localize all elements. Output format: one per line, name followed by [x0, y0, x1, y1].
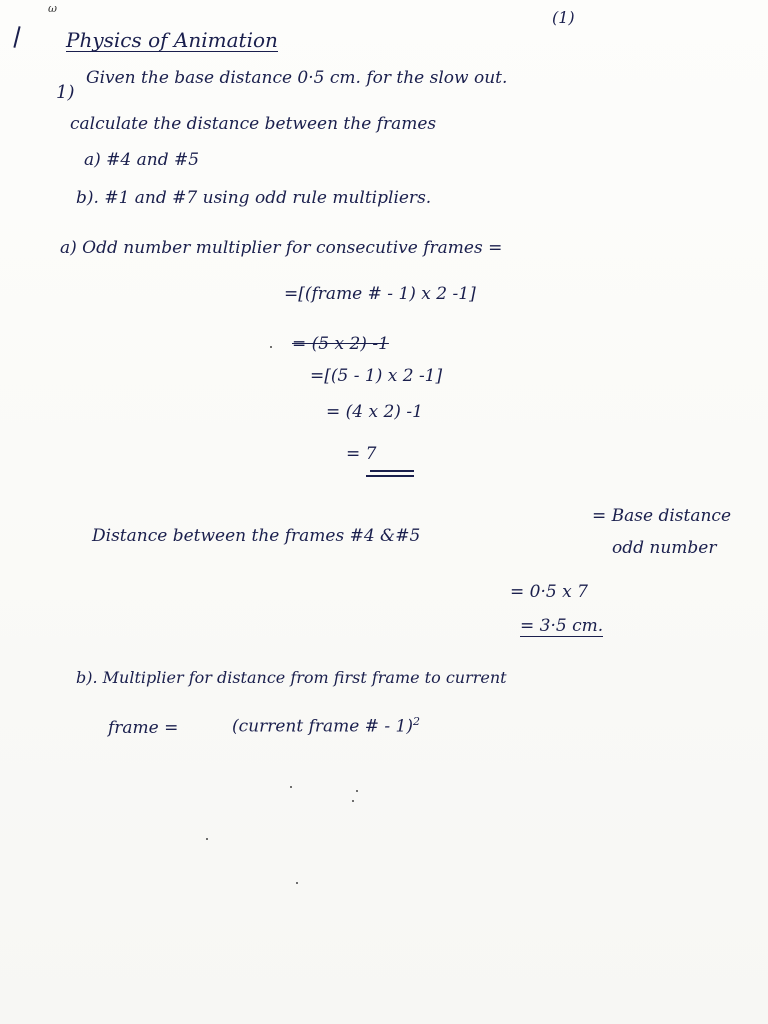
answer-a-step-5: = 7	[346, 444, 377, 464]
distance-label: Distance between the frames #4 &#5	[92, 526, 421, 546]
pen-dot	[290, 786, 292, 788]
calc-line-1: = 0·5 x 7	[510, 582, 588, 602]
page-title: Physics of Animation	[66, 28, 278, 52]
answer-b-expression	[232, 716, 420, 736]
answer-a-step-2: = (5 x 2) -1	[292, 334, 389, 354]
page-number: (1)	[552, 8, 575, 27]
answer-b-line-1: b). Multiplier for distance from first frame to current	[76, 668, 507, 687]
margin-stroke	[13, 26, 20, 48]
answer-a-step-1: =[(frame # - 1) x 2 -1]	[284, 284, 476, 304]
formula-top: = Base distance	[592, 506, 732, 526]
formula-bottom: odd number	[612, 538, 717, 558]
pen-dot	[270, 346, 272, 348]
answer-b-exponent: 2	[412, 715, 420, 728]
question-line-2: calculate the distance between the frames	[70, 114, 437, 134]
pen-dot	[206, 838, 208, 840]
corner-mark: ω	[48, 2, 57, 15]
pen-dot	[352, 800, 354, 802]
answer-a-heading: a) Odd number multiplier for consecutive frames =	[60, 238, 503, 258]
answer-b-expression-text: (current frame # - 1)	[232, 716, 413, 737]
question-part-b: b). #1 and #7 using odd rule multipliers.	[76, 188, 432, 208]
pen-dot	[296, 882, 298, 884]
result-underline	[370, 470, 414, 472]
question-part-a: a) #4 and #5	[84, 150, 200, 170]
pen-dot	[356, 790, 358, 792]
calc-line-2: = 3·5 cm.	[520, 616, 604, 636]
result-double-underline	[366, 475, 414, 477]
answer-a-step-4: = (4 x 2) -1	[326, 402, 423, 422]
answer-b-frame-label: frame =	[108, 718, 179, 738]
answer-a-step-3: =[(5 - 1) x 2 -1]	[310, 366, 443, 386]
question-line-1: Given the base distance 0·5 cm. for the slow out.	[86, 68, 508, 88]
question-number: 1)	[56, 82, 75, 103]
